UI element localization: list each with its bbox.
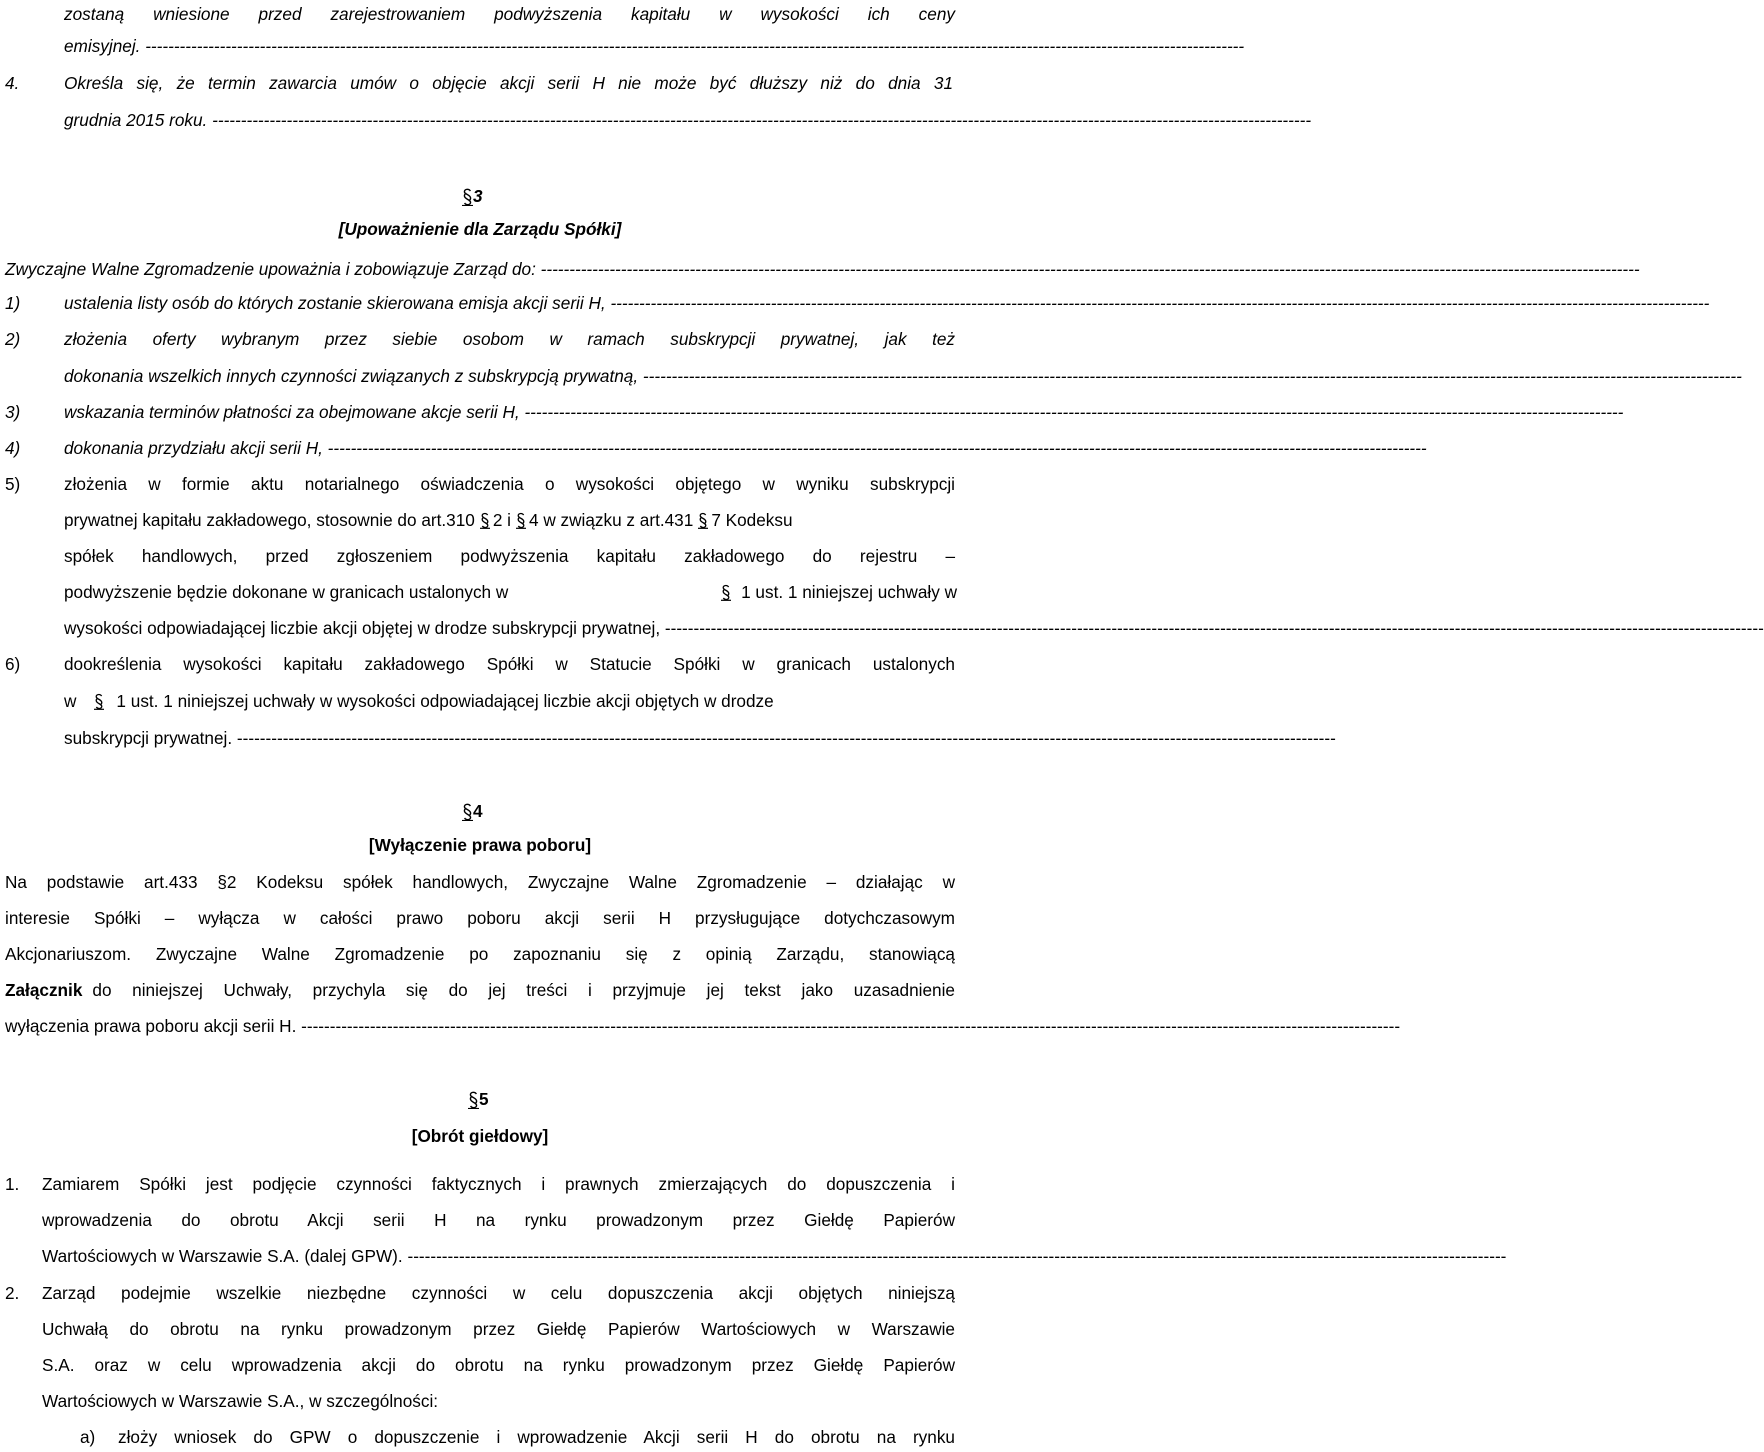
paragraph-line: spółek handlowych, przed zgłoszeniem podwyższenia kapitału zakładowego do rejestru – [64,546,955,566]
paragraph-line: złożenia oferty wybranym przez siebie osobom w ramach subskrypcji prywatnej, jak też [64,329,955,349]
paragraph-line: S.A. oraz w celu wprowadzenia akcji do obrotu na rynku prowadzonym przez Giełdę Papierów [42,1355,955,1375]
text-fragment: 1 ust. 1 niniejszej uchwały w [741,582,957,602]
text-fragment: emisyjnej. [64,36,141,56]
paragraph-line [64,507,957,533]
paragraph-line: Zamiarem Spółki jest podjęcie czynności faktycznych i prawnych zmierzających do dopuszczenia i [42,1174,955,1194]
dash-filler: ------------------------------------------------------------------------------------------------------------------------------------------------------------------------------------------------ [236,728,1336,748]
paragraph-line [64,688,955,714]
paragraph-line: złoży wniosek do GPW o dopuszczenie i wprowadzenie Akcji serii H do obrotu na rynku [118,1427,955,1447]
paragraph-line [64,399,1624,425]
section-title: [Upoważnienie dla Zarządu Spółki] [338,219,622,239]
section-number-value: 5 [479,1089,489,1109]
paragraph-line [64,33,1245,59]
section-number [462,183,483,209]
dash-filler: ------------------------------------------------------------------------------------------------------------------------------------------------------------------------------------------------ [610,293,1710,313]
paragraph-line [42,1243,1507,1269]
section-sign-icon [698,512,708,529]
dash-filler: ------------------------------------------------------------------------------------------------------------------------------------------------------------------------------------------------ [212,110,1312,130]
paragraph-line: Akcjonariuszom. Zwyczajne Walne Zgromadzenie po zapoznaniu się z opinią Zarządu, stanowiącą [5,944,955,964]
list-item-number: 4) [5,438,21,458]
text-fragment: dokonania wszelkich innych czynności związanych z subskrypcją prywatną, [64,366,639,386]
text-fragment: do niniejszej Uchwały, przychyla się do jej treści i przyjmuje jej tekst jako uzasadnienie [92,980,955,1000]
text-fragment: 1 ust. 1 niniejszej uchwały w wysokości odpowiadającej liczbie akcji objętych w drodze [116,691,774,711]
text-fragment: 4 w związku z art.431 [529,510,694,530]
paragraph-line [64,363,1742,389]
dash-filler: ------------------------------------------------------------------------------------------------------------------------------------------------------------------------------------------------ [540,259,1640,279]
paragraph-line: dookreślenia wysokości kapitału zakładowego Spółki w Statucie Spółki w granicach ustalonych [64,654,955,674]
section-title: [Wyłączenie prawa poboru] [368,835,592,855]
list-item-number: 1) [5,293,21,313]
text-fragment: podwyższenie będzie dokonane w granicach ustalonych w [64,582,509,602]
paragraph-line: zostaną wniesione przed zarejestrowaniem podwyższenia kapitału w wysokości ich ceny [64,4,955,24]
text-fragment: prywatnej kapitału zakładowego, stosownie do art.310 [64,510,475,530]
list-item-number: 2) [5,329,21,349]
section-sign-icon [468,1091,479,1109]
paragraph-line [64,579,957,605]
section-sign-icon [462,803,473,821]
section-sign-icon [721,584,731,601]
paragraph-line: Na podstawie art.433 §2 Kodeksu spółek handlowych, Zwyczajne Walne Zgromadzenie – działając w [5,872,955,892]
dash-filler: ------------------------------------------------------------------------------------------------------------------------------------------------------------------------------------------------ [327,438,1427,458]
paragraph-line [5,256,1640,282]
dash-filler: ------------------------------------------------------------------------------------------------------------------------------------------------------------------------------------------------ [301,1016,1401,1036]
text-fragment: wyłączenia prawa poboru akcji serii H. [5,1016,297,1036]
dash-filler: ------------------------------------------------------------------------------------------------------------------------------------------------------------------------------------------------ [664,618,1764,638]
text-fragment: ustalenia listy osób do których zostanie skierowana emisja akcji serii H, [64,293,606,313]
section-number-value: 3 [473,186,483,206]
list-item-number: 5) [5,474,21,494]
list-item-number: 3) [5,402,21,422]
section-sign-icon [462,188,473,206]
paragraph-line [5,977,955,1003]
section-number [462,798,483,824]
list-item-number: a) [80,1427,96,1447]
bold-term: Załącznik [5,980,83,1000]
list-item-number: 4. [5,73,20,93]
paragraph-line [64,435,1427,461]
section-title: [Obrót giełdowy] [411,1126,549,1146]
text-fragment [699,579,957,605]
text-fragment: dokonania przydziału akcji serii H, [64,438,323,458]
text-fragment: wysokości odpowiadającej liczbie akcji objętej w drodze subskrypcji prywatnej, [64,618,661,638]
list-item-number: 1. [5,1174,20,1194]
dash-filler: ------------------------------------------------------------------------------------------------------------------------------------------------------------------------------------------------ [407,1246,1507,1266]
paragraph-line: Uchwałą do obrotu na rynku prowadzonym przez Giełdę Papierów Wartościowych w Warszawie [42,1319,955,1339]
paragraph-line [5,1013,1401,1039]
section-sign-icon [480,512,490,529]
section-number [468,1086,489,1112]
text-fragment: wskazania terminów płatności za obejmowane akcje serii H, [64,402,520,422]
paragraph-line: interesie Spółki – wyłącza w całości prawo poboru akcji serii H przysługujące dotychczasowym [5,908,955,928]
paragraph-line: złożenia w formie aktu notarialnego oświadczenia o wysokości objętego w wyniku subskrypcji [64,474,955,494]
paragraph-line: Określa się, że termin zawarcia umów o objęcie akcji serii H nie może być dłuższy niż do dnia 31 [64,73,953,93]
text-fragment: 7 Kodeksu [711,510,793,530]
text-fragment: Wartościowych w Warszawie S.A. (dalej GPW). [42,1246,403,1266]
text-fragment: Zwyczajne Walne Zgromadzenie upoważnia i zobowiązuje Zarząd do: [5,259,536,279]
dash-filler: ------------------------------------------------------------------------------------------------------------------------------------------------------------------------------------------------ [145,36,1245,56]
section-sign-icon [94,693,104,710]
list-item-number: 2. [5,1283,20,1303]
text-fragment: subskrypcji prywatnej. [64,728,233,748]
text-fragment: w [64,691,77,711]
text-fragment: 2 i [492,510,511,530]
paragraph-line [64,725,1336,751]
list-item-number: 6) [5,654,21,674]
paragraph-line: Wartościowych w Warszawie S.A., w szczególności: [42,1391,439,1411]
section-number-value: 4 [473,801,483,821]
paragraph-line [64,107,1312,133]
dash-filler: ------------------------------------------------------------------------------------------------------------------------------------------------------------------------------------------------ [642,366,1742,386]
paragraph-line: Zarząd podejmie wszelkie niezbędne czynności w celu dopuszczenia akcji objętych niniejszą [42,1283,955,1303]
section-sign-icon [516,512,526,529]
dash-filler: ------------------------------------------------------------------------------------------------------------------------------------------------------------------------------------------------ [524,402,1624,422]
paragraph-line [64,615,1764,641]
text-fragment: grudnia 2015 roku. [64,110,208,130]
paragraph-line: wprowadzenia do obrotu Akcji serii H na rynku prowadzonym przez Giełdę Papierów [42,1210,955,1230]
paragraph-line [64,290,1710,316]
